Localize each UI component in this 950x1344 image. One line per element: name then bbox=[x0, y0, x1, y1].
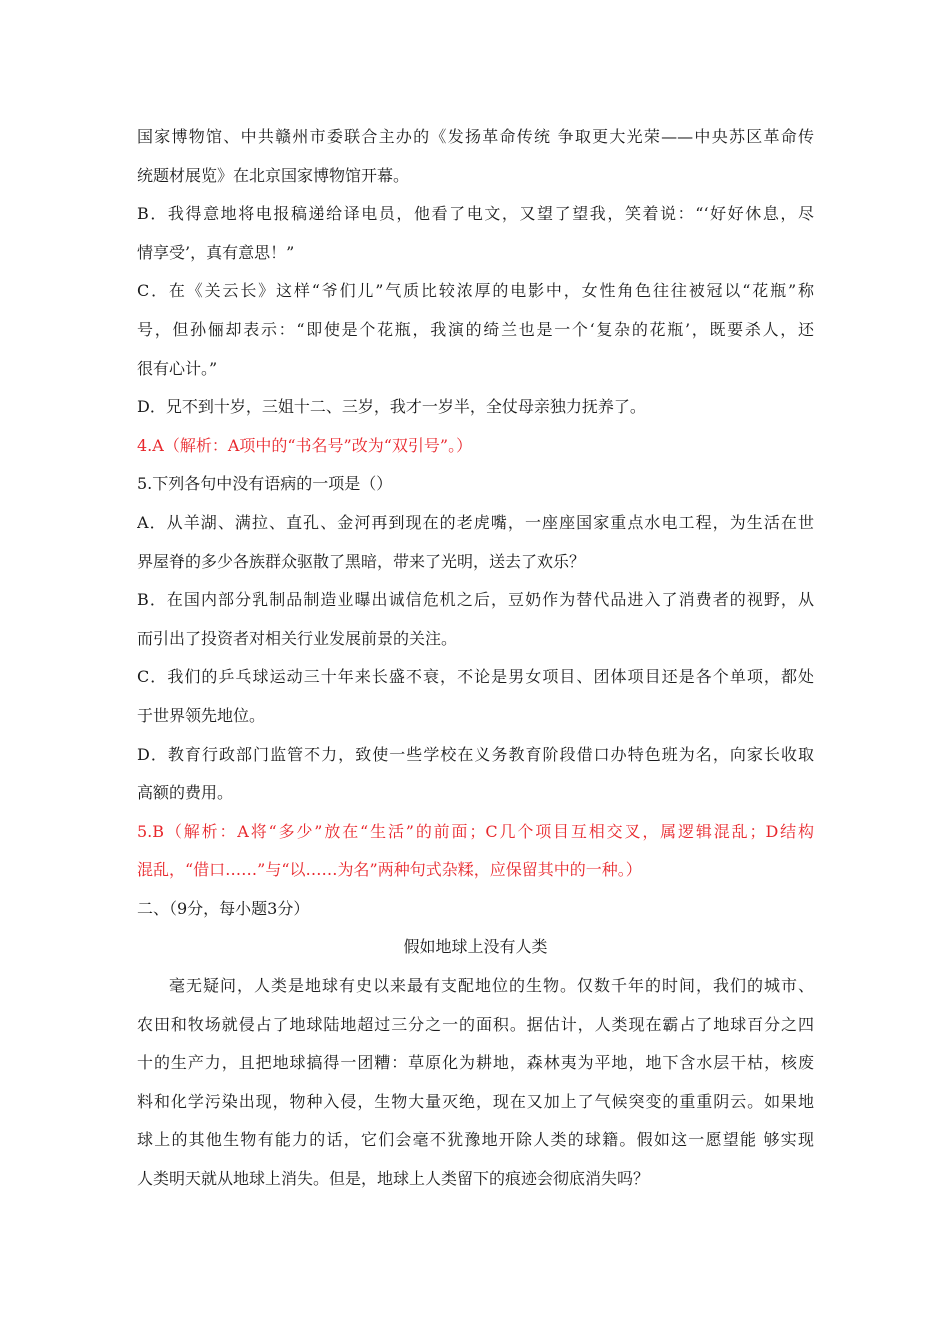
q5-option-a-line2: 界屋脊的多少各族群众驱散了黑暗，带来了光明，送去了欢乐？ bbox=[137, 551, 586, 571]
q5-option-b-line1: B．在国内部分乳制品制造业曝出诚信危机之后，豆奶作为替代品进入了消费者的视野，从 bbox=[137, 590, 814, 610]
article-paragraph-line4: 料和化学污染出现，物种入侵，生物大量灭绝，现在又加上了气候突变的重重阴云。如果地 bbox=[137, 1091, 814, 1111]
q3-option-c-line1: C．在《关云长》这样“爷们儿”气质比较浓厚的电影中，女性角色往往被冠以“花瓶”称 bbox=[137, 281, 814, 301]
article-paragraph-line1: 毫无疑问，人类是地球有史以来最有支配地位的生物。仅数千年的时间，我们的城市、 bbox=[169, 976, 814, 996]
q5-option-a-line1: A．从羊湖、满拉、直孔、金河再到现在的老虎嘴，一座座国家重点水电工程，为生活在世 bbox=[137, 512, 814, 532]
q5-option-b-line2: 而引出了投资者对相关行业发展前景的关注。 bbox=[137, 628, 458, 648]
article-paragraph-line5: 球上的其他生物有能力的话，它们会毫不犹豫地开除人类的球籍。假如这一愿望能 够实现 bbox=[137, 1130, 814, 1150]
q3-option-b-line2: 情享受’，真有意思！” bbox=[137, 242, 295, 262]
answer-5-line2: 混乱，“借口……”与“以……为名”两种句式杂糅，应保留其中的一种。） bbox=[137, 860, 642, 880]
section-2-heading: 二、（9分，每小题3分） bbox=[137, 898, 310, 918]
article-title: 假如地球上没有人类 bbox=[403, 937, 548, 957]
q3-option-b-line1: B．我得意地将电报稿递给译电员，他看了电文，又望了望我，笑着说：“‘好好休息，尽 bbox=[137, 204, 814, 224]
q5-option-c-line1: C．我们的乒乓球运动三十年来长盛不衰，不论是男女项目、团体项目还是各个单项，都处 bbox=[137, 667, 814, 687]
answer-5-line1: 5.B（解析：A将“多少”放在“生活”的前面；C几个项目互相交叉，属逻辑混乱；D结构 bbox=[137, 821, 814, 841]
document-page bbox=[137, 118, 814, 1199]
q3-option-a-line2: 统题材展览》在北京国家博物馆开幕。 bbox=[137, 165, 410, 185]
q3-option-d-line1: D．兄不到十岁，三姐十二、三岁，我才一岁半，全仗母亲独力抚养了。 bbox=[137, 397, 646, 417]
q5-option-d-line1: D．教育行政部门监管不力，致使一些学校在义务教育阶段借口办特色班为名，向家长收取 bbox=[137, 744, 814, 764]
q5-option-c-line2: 于世界领先地位。 bbox=[137, 705, 266, 725]
article-paragraph-line3: 十的生产力，且把地球搞得一团糟：草原化为耕地，森林夷为平地，地下含水层干枯，核废 bbox=[137, 1053, 814, 1073]
question-5-stem: 5.下列各句中没有语病的一项是（） bbox=[137, 474, 393, 494]
article-paragraph-line6: 人类明天就从地球上消失。但是，地球上人类留下的痕迹会彻底消失吗？ bbox=[137, 1169, 650, 1189]
answer-4: 4.A（解析：A项中的“书名号”改为“双引号”。） bbox=[137, 435, 473, 455]
article-paragraph-line2: 农田和牧场就侵占了地球陆地超过三分之一的面积。据估计，人类现在霸占了地球百分之四 bbox=[137, 1014, 814, 1034]
q3-option-c-line3: 很有心计。” bbox=[137, 358, 218, 378]
q3-option-a-line1: 国家博物馆、中共赣州市委联合主办的《发扬革命传统 争取更大光荣——中央苏区革命传 bbox=[137, 127, 814, 146]
q3-option-c-line2: 号，但孙俪却表示：“即使是个花瓶，我演的绮兰也是一个‘复杂的花瓶’，既要杀人，还 bbox=[137, 319, 814, 339]
q5-option-d-line2: 高额的费用。 bbox=[137, 783, 234, 803]
